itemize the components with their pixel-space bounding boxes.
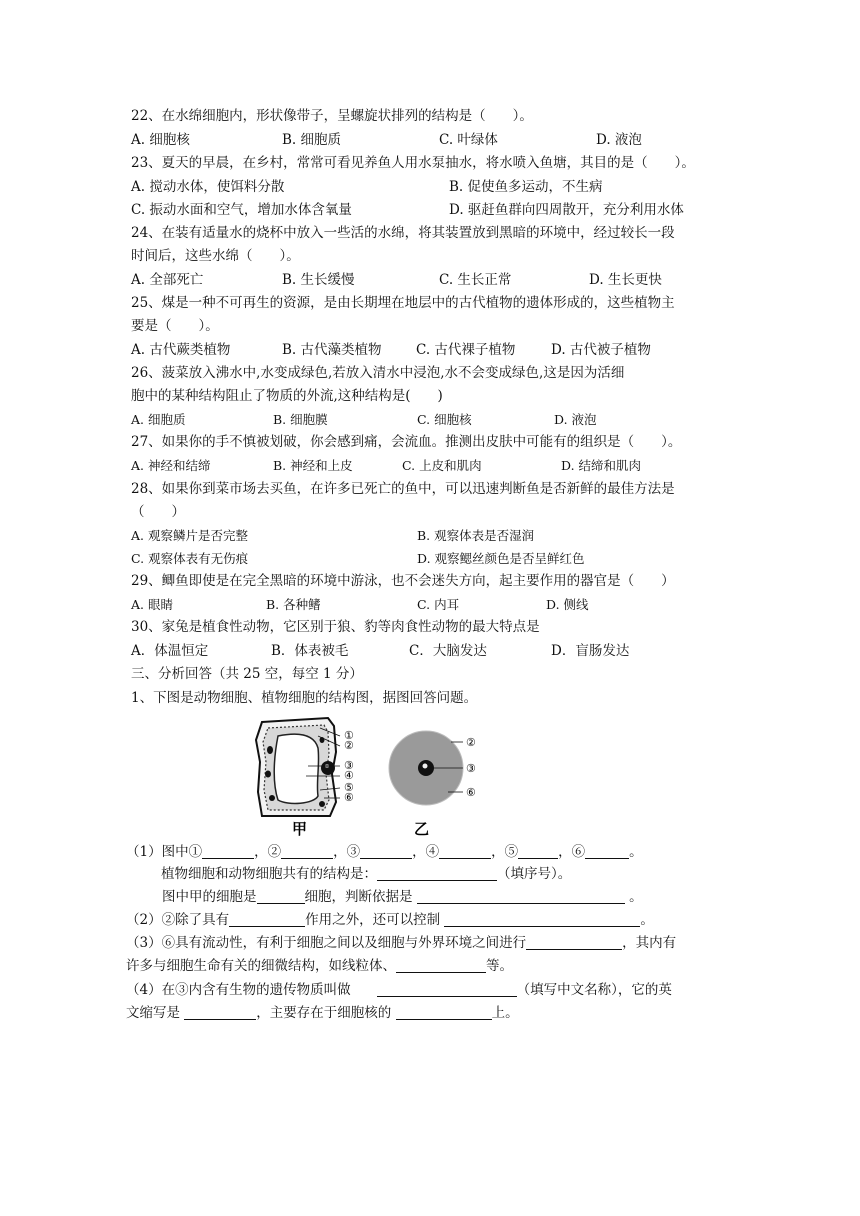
- blank-abbreviation[interactable]: [184, 1005, 256, 1020]
- q28-option-b: B. 观察体表是否湿润: [417, 528, 535, 543]
- blank-genetic-material[interactable]: [377, 982, 517, 997]
- plant-cell-caption: 甲: [292, 820, 308, 836]
- q24-option-a: A. 全部死亡: [131, 272, 204, 288]
- question-30-stem: 30、家兔是植食性动物，它区别于狼、豹等肉食性动物的最大特点是: [131, 619, 540, 635]
- plant-marker-1: ①: [344, 729, 354, 742]
- question-26-stem-line2: 胞中的某种结构阻止了物质的外流,这种结构是( ): [131, 388, 443, 404]
- q25-option-a: A. 古代蕨类植物: [131, 342, 231, 358]
- q23-option-d: D. 驱赶鱼群向四周散开，充分利用水体: [449, 202, 684, 218]
- q1-part1-line1: （1）图中① ，② ，③ ，④ ，⑤ ，⑥ 。: [126, 844, 643, 860]
- q26-option-a: A. 细胞质: [131, 412, 186, 427]
- q29-option-c: C. 内耳: [417, 597, 460, 612]
- q26-option-d: D. 液泡: [554, 412, 597, 427]
- q28-option-a: A. 观察鳞片是否完整: [131, 528, 248, 543]
- question-29-stem: 29、鲫鱼即使是在完全黑暗的环境中游泳，也不会迷失方向，起主要作用的器官是（ ）: [131, 573, 675, 589]
- q29-option-b: B. 各种鳍: [266, 597, 321, 612]
- blank-2[interactable]: [281, 844, 333, 859]
- animal-cell-diagram: [389, 731, 463, 805]
- q23-option-c: C. 振动水面和空气，增加水体含氧量: [131, 202, 352, 218]
- question-25-stem-line1: 25、煤是一种不可再生的资源，是由长期埋在地层中的古代植物的遗体形成的，这些植物主: [131, 295, 675, 311]
- q1-part4-line2: 文缩写是 ，主要存在于细胞核的 上。: [126, 1005, 519, 1021]
- q26-option-c: C. 细胞核: [417, 412, 472, 427]
- plant-marker-3: ③: [344, 759, 354, 772]
- q22-option-a: A. 细胞核: [131, 132, 190, 148]
- section-3-title: 三、分析回答（共 25 空，每空 1 分）: [131, 666, 363, 682]
- section-3-q1-intro: 1、下图是动物细胞、植物细胞的结构图，据图回答问题。: [131, 690, 478, 706]
- cell-structure-figure: [248, 712, 498, 836]
- animal-cell-caption: 乙: [414, 820, 430, 836]
- blank-1[interactable]: [202, 844, 254, 859]
- blank-control[interactable]: [444, 912, 640, 927]
- q22-option-b: B. 细胞质: [282, 132, 342, 148]
- question-25-stem-line2: 要是（ ）。: [131, 318, 219, 334]
- blank-cell-type[interactable]: [257, 889, 305, 904]
- q24-option-d: D. 生长更快: [589, 272, 662, 288]
- plant-marker-2: ②: [344, 739, 354, 752]
- plant-marker-6: ⑥: [344, 791, 354, 804]
- q27-option-c: C. 上皮和肌肉: [402, 458, 482, 473]
- q23-option-b: B. 促使鱼多运动，不生病: [449, 179, 603, 195]
- q1-part4-line1: （4）在③内含有生物的遗传物质叫做 （填写中文名称），它的英: [126, 982, 672, 998]
- blank-basis[interactable]: [417, 889, 625, 904]
- q27-option-d: D. 结缔和肌肉: [561, 458, 642, 473]
- q27-option-a: A. 神经和结缔: [131, 458, 211, 473]
- question-24-stem-line1: 24、在装有适量水的烧杯中放入一些活的水绵，将其装置放到黑暗的环境中，经过较长一段: [131, 225, 675, 241]
- plant-marker-5: ⑤: [344, 781, 354, 794]
- blank-exchange[interactable]: [526, 935, 622, 950]
- q30-option-c: C．大脑发达: [409, 643, 487, 659]
- blank-3[interactable]: [360, 844, 412, 859]
- q30-option-d: D．盲肠发达: [551, 643, 630, 659]
- q25-option-c: C. 古代裸子植物: [416, 342, 516, 358]
- plant-cell-diagram: [256, 718, 340, 816]
- q28-option-c: C. 观察体表有无伤痕: [131, 551, 249, 566]
- q30-option-a: A．体温恒定: [131, 643, 209, 659]
- q29-option-a: A. 眼睛: [131, 597, 173, 612]
- blank-function[interactable]: [229, 912, 305, 927]
- question-26-stem-line1: 26、菠菜放入沸水中,水变成绿色,若放入清水中浸泡,水不会变成绿色,这是因为活细: [131, 365, 625, 381]
- q22-option-c: C. 叶绿体: [439, 132, 498, 148]
- q29-option-d: D. 侧线: [546, 597, 589, 612]
- q24-option-c: C. 生长正常: [439, 272, 512, 288]
- question-28-stem-line2: （ ）: [131, 504, 185, 520]
- q23-option-a: A. 搅动水体，使饵料分散: [131, 179, 285, 195]
- question-22-stem: 22、在水绵细胞内，形状像带子，呈螺旋状排列的结构是（ ）。: [131, 108, 533, 124]
- plant-marker-4: ④: [344, 769, 354, 782]
- q22-option-d: D. 液泡: [596, 132, 642, 148]
- q1-part1-line3: 图中甲的细胞是 细胞，判断依据是 。: [162, 889, 643, 905]
- animal-marker-6: ⑥: [466, 786, 476, 799]
- blank-location[interactable]: [396, 1005, 492, 1020]
- q1-part1-line2: 植物细胞和动物细胞共有的结构是： （填序号）。: [161, 866, 572, 882]
- blank-6[interactable]: [585, 844, 629, 859]
- blank-common-structures[interactable]: [377, 866, 497, 881]
- q25-option-d: D. 古代被子植物: [551, 342, 651, 358]
- q1-part2: （2）②除了具有 作用之外，还可以控制 。: [126, 912, 654, 928]
- question-23-stem: 23、夏天的早晨，在乡村，常常可看见养鱼人用水泵抽水，将水喷入鱼塘，其目的是（ ）。: [131, 155, 695, 171]
- q28-option-d: D. 观察鳃丝颜色是否呈鲜红色: [417, 551, 585, 566]
- q27-option-b: B. 神经和上皮: [273, 458, 353, 473]
- blank-organelle[interactable]: [396, 958, 486, 973]
- animal-marker-2: ②: [466, 736, 476, 749]
- question-27-stem: 27、如果你的手不慎被划破，你会感到痛，会流血。推测出皮肤中可能有的组织是（ ）。: [131, 434, 682, 450]
- q26-option-b: B. 细胞膜: [273, 412, 328, 427]
- q24-option-b: B. 生长缓慢: [282, 272, 355, 288]
- q30-option-b: B．体表被毛: [271, 643, 349, 659]
- question-24-stem-line2: 时间后，这些水绵（ ）。: [131, 248, 300, 264]
- question-28-stem-line1: 28、如果你到菜市场去买鱼，在许多已死亡的鱼中，可以迅速判断鱼是否新鲜的最佳方法是: [131, 481, 675, 497]
- q1-part3-line2: 许多与细胞生命有关的细微结构，如线粒体、 等。: [126, 958, 513, 974]
- animal-marker-3: ③: [466, 762, 476, 775]
- blank-5[interactable]: [518, 844, 558, 859]
- blank-4[interactable]: [439, 844, 491, 859]
- q25-option-b: B. 古代藻类植物: [282, 342, 382, 358]
- q1-part3-line1: （3）⑥具有流动性，有利于细胞之间以及细胞与外界环境之间进行 ，其内有: [126, 935, 677, 951]
